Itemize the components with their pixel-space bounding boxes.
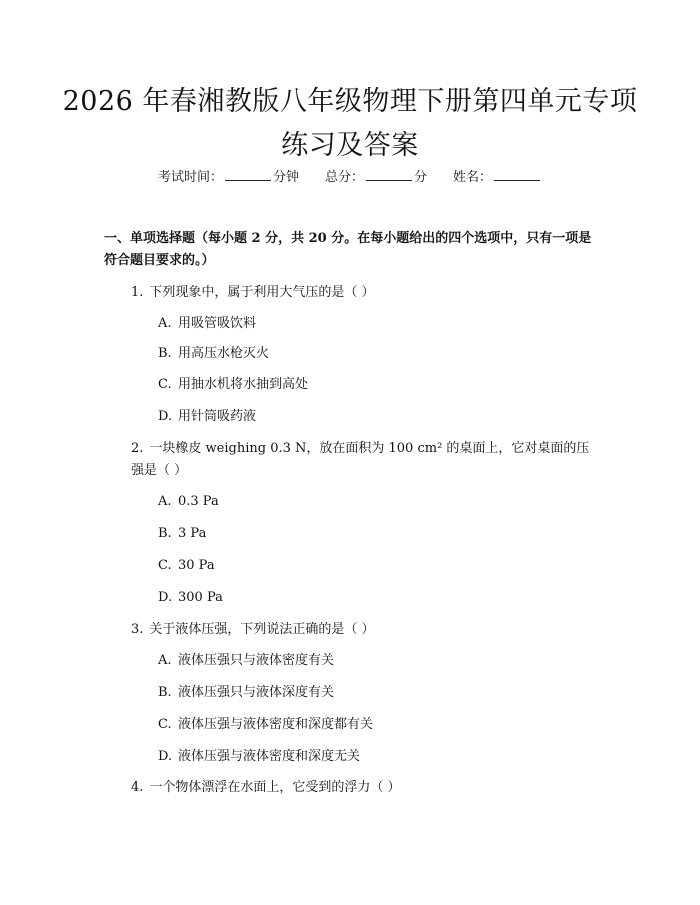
option-letter: B.	[158, 685, 172, 700]
option-text: 用抽水机将水抽到高处	[178, 377, 309, 392]
option-letter: C.	[158, 717, 172, 732]
question-number: 1.	[131, 285, 144, 300]
question-text: 一个物体漂浮在水面上，它受到的浮力（ ）	[149, 780, 401, 795]
option-text: 液体压强只与液体深度有关	[178, 685, 335, 700]
time-blank	[225, 168, 271, 181]
section-heading: 一、单项选择题（每小题 2 分，共 20 分。在每小题给出的四个选项中，只有一项是符合题目要求的。）	[104, 231, 592, 268]
question-1-option-b	[158, 343, 578, 365]
question-3-option-c	[158, 714, 578, 736]
exam-meta	[0, 167, 700, 189]
option-text: 30 Pa	[178, 558, 215, 573]
question-2-option-a	[158, 491, 578, 513]
option-letter: A.	[158, 653, 172, 668]
option-text: 3 Pa	[178, 526, 207, 541]
option-letter: A.	[158, 316, 172, 331]
name-label: 姓名：	[453, 170, 493, 185]
option-letter: C.	[158, 377, 172, 392]
question-2-option-b	[158, 523, 578, 545]
question-1	[131, 282, 594, 304]
option-letter: B.	[158, 346, 172, 361]
question-2-option-d	[158, 587, 578, 609]
score-blank	[366, 168, 412, 181]
score-label: 总分：	[324, 170, 364, 185]
question-1-option-d	[158, 406, 578, 428]
time-label: 考试时间：	[157, 170, 223, 185]
option-letter: C.	[158, 558, 172, 573]
option-text: 液体压强只与液体密度有关	[178, 653, 335, 668]
question-1-option-c	[158, 374, 578, 396]
question-2	[131, 438, 594, 482]
option-text: 液体压强与液体密度和深度无关	[178, 749, 361, 764]
time-unit: 分钟	[272, 170, 299, 185]
option-text: 液体压强与液体密度和深度都有关	[178, 717, 374, 732]
question-3-option-d	[158, 746, 578, 768]
question-number: 3.	[131, 622, 144, 637]
question-number: 2.	[131, 441, 144, 456]
score-unit: 分	[414, 170, 428, 185]
question-text: 关于液体压强，下列说法正确的是（ ）	[149, 622, 375, 637]
option-text: 0.3 Pa	[178, 494, 219, 509]
question-3-option-a	[158, 650, 578, 672]
question-1-option-a	[158, 313, 578, 335]
question-4	[131, 777, 594, 799]
question-3	[131, 619, 594, 641]
option-letter: A.	[158, 494, 172, 509]
question-text: 下列现象中，属于利用大气压的是（ ）	[149, 285, 375, 300]
document-title: 2026 年春湘教版八年级物理下册第四单元专项练习及答案	[62, 86, 638, 161]
option-letter: D.	[158, 749, 173, 764]
option-text: 用吸管吸饮料	[178, 316, 257, 331]
question-text: 一块橡皮 weighing 0.3 N，放在面积为 100 cm² 的桌面上，它对桌面的压强是（ ）	[131, 441, 590, 478]
option-letter: D.	[158, 409, 173, 424]
question-number: 4.	[131, 780, 144, 795]
option-text: 用针筒吸药液	[178, 409, 257, 424]
name-blank	[494, 168, 540, 181]
option-text: 300 Pa	[178, 590, 223, 605]
question-3-option-b	[158, 682, 578, 704]
option-text: 用高压水枪灭火	[178, 346, 270, 361]
option-letter: D.	[158, 590, 173, 605]
question-2-option-c	[158, 555, 578, 577]
option-letter: B.	[158, 526, 172, 541]
